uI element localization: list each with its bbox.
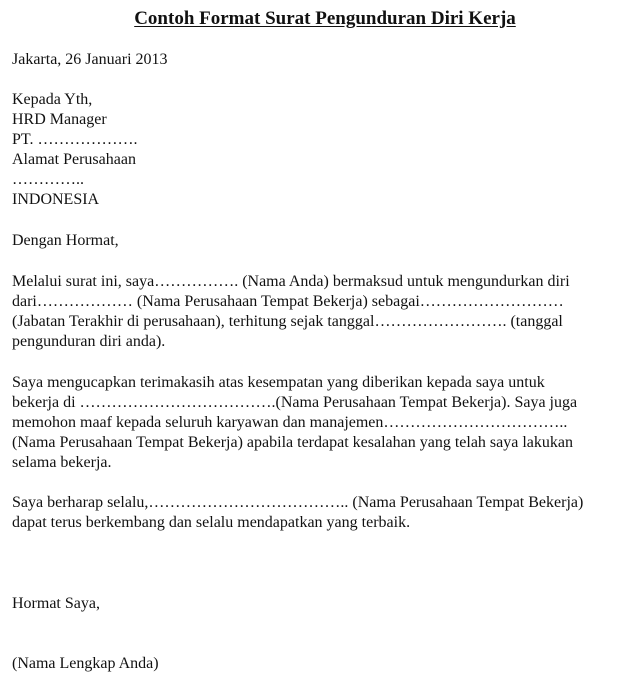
- paragraph-intro: [12, 272, 570, 352]
- recipient-line: PT. ……………….: [12, 131, 138, 148]
- paragraph-line: (Jabatan Terakhir di perusahaan), terhitung sejak tanggal……………………. (tanggal: [12, 313, 563, 330]
- paragraph-line: Melalui surat ini, saya……………. (Nama Anda) bermaksud untuk mengundurkan diri: [12, 273, 570, 290]
- paragraph-line: Saya mengucapkan terimakasih atas kesempatan yang diberikan kepada saya untuk: [12, 374, 545, 391]
- place-date: Jakarta, 26 Januari 2013: [12, 51, 168, 68]
- paragraph-line: dari……………… (Nama Perusahaan Tempat Bekerja) sebagai………………………: [12, 293, 564, 310]
- paragraph-line: Saya berharap selalu,……………………………….. (Nama Perusahaan Tempat Bekerja): [12, 494, 584, 511]
- paragraph-line: bekerja di ……………………………….(Nama Perusahaan Tempat Bekerja). Saya juga: [12, 394, 578, 411]
- paragraph-line: memohon maaf kepada seluruh karyawan dan manajemen……………………………..: [12, 414, 568, 431]
- closing: Hormat Saya,: [12, 595, 100, 612]
- paragraph-hope: [12, 493, 583, 533]
- paragraph-line: dapat terus berkembang dan selalu mendapatkan yang terbaik.: [12, 514, 411, 531]
- recipient-line: Alamat Perusahaan: [12, 151, 136, 168]
- recipient-address: [12, 90, 137, 210]
- recipient-line: HRD Manager: [12, 111, 107, 128]
- document-title: Contoh Format Surat Pengunduran Diri Kerja: [134, 8, 516, 29]
- paragraph-line: selama bekerja.: [12, 454, 112, 471]
- paragraph-line: pengunduran diri anda).: [12, 333, 166, 350]
- recipient-line: INDONESIA: [12, 191, 100, 208]
- signature-name: (Nama Lengkap Anda): [12, 655, 159, 672]
- paragraph-line: (Nama Perusahaan Tempat Bekerja) apabila terdapat kesalahan yang telah saya lakukan: [12, 434, 573, 451]
- recipient-line: …………..: [12, 171, 84, 188]
- paragraph-thanks: [12, 373, 577, 473]
- greeting: Dengan Hormat,: [12, 232, 119, 249]
- recipient-line: Kepada Yth,: [12, 91, 93, 108]
